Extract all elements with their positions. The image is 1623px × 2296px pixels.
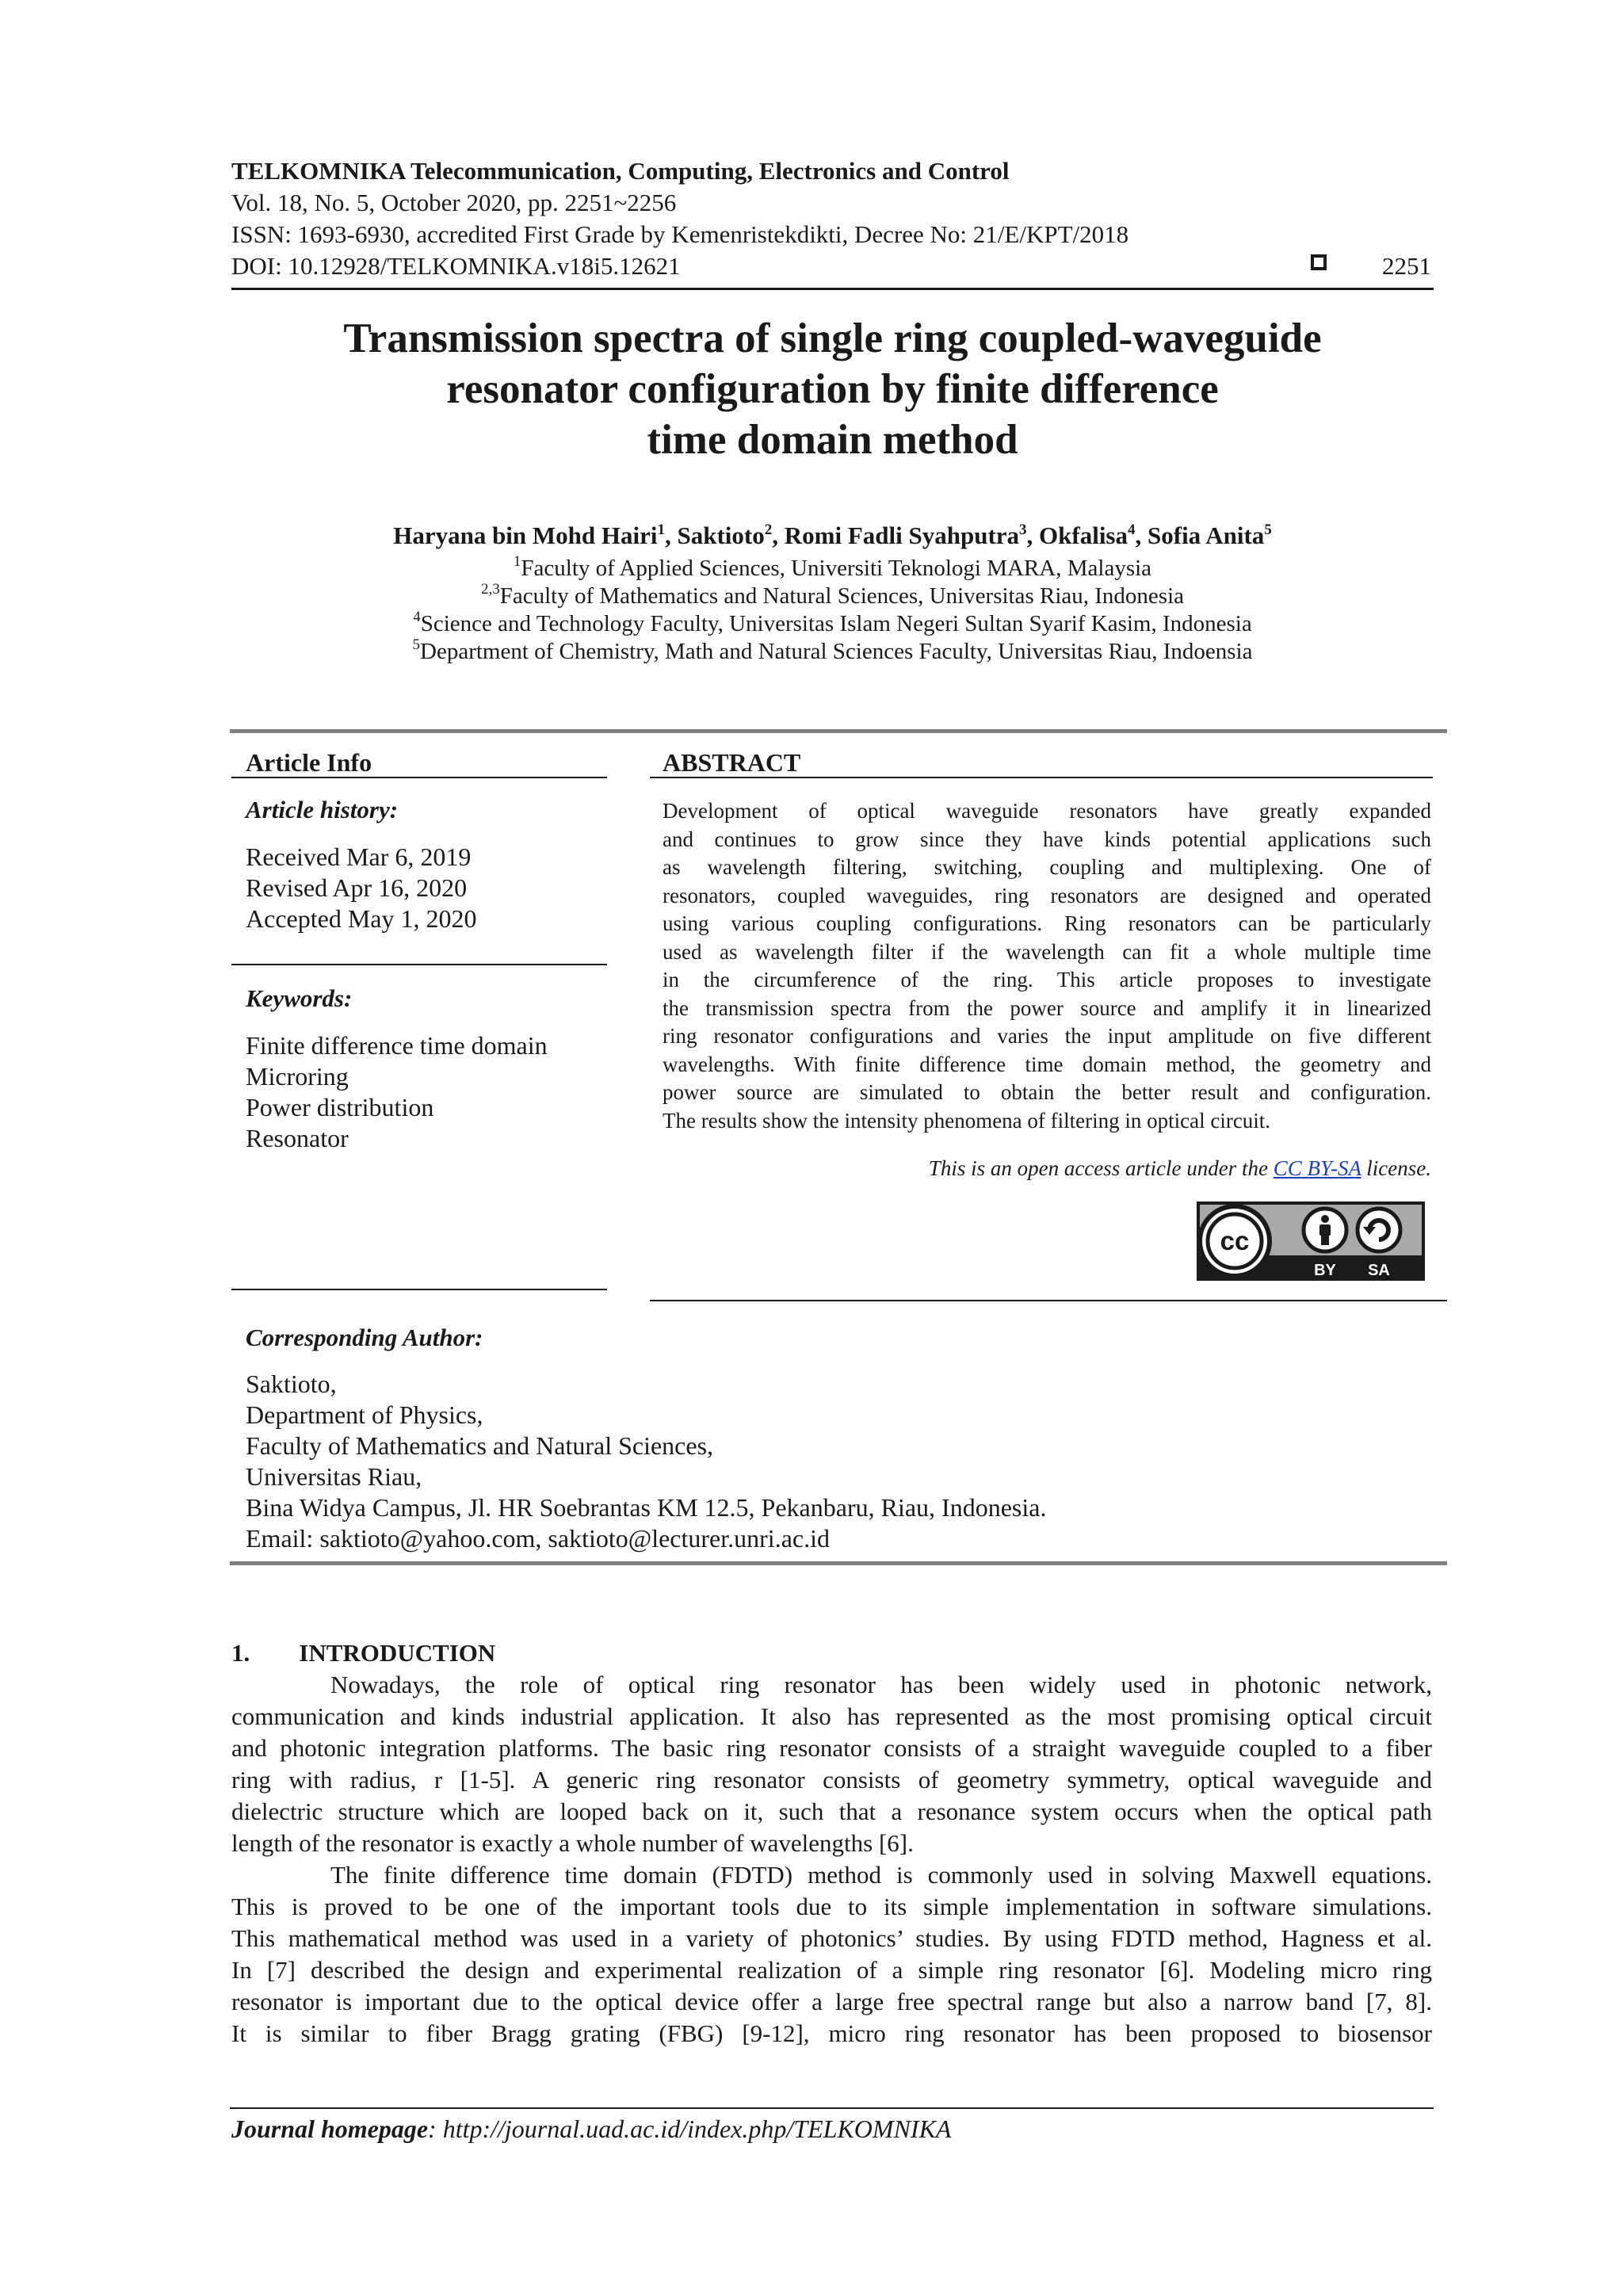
paragraph-line: It is similar to fiber Bragg grating (FBG) [9-12], micro ring resonator has been proposed to biosensor: [231, 2019, 1432, 2047]
paragraph-line: communication and kinds industrial application. It also has represented as the most promising optical circuit: [231, 1702, 1432, 1730]
journal-volume: Vol. 18, No. 5, October 2020, pp. 2251~2256: [231, 189, 677, 216]
journal-doi: DOI: 10.12928/TELKOMNIKA.v18i5.12621: [231, 252, 681, 280]
article-history-heading: Article history:: [246, 796, 399, 823]
paragraph-line: The finite difference time domain (FDTD) method is commonly used in solving Maxwell equations.: [330, 1861, 1432, 1889]
paragraph-line: In [7] described the design and experimental realization of a simple ring resonator [6]. Modeling micro ring: [231, 1956, 1432, 1984]
paragraph-line: and photonic integration platforms. The basic ring resonator consists of a straight waveguide coupled to a fiber: [231, 1734, 1432, 1762]
abstract-line: used as wavelength filter if the wavelength can fit a whole multiple time: [663, 939, 1431, 964]
abstract-line: and continues to grow since they have kinds potential applications such: [663, 827, 1431, 851]
affiliation-sup: 4: [413, 609, 421, 625]
affiliation-text: Department of Chemistry, Math and Natural Sciences Faculty, Universitas Riau, Indoensia: [420, 639, 1253, 664]
affiliation-text: Faculty of Applied Sciences, Universiti Teknologi MARA, Malaysia: [521, 556, 1152, 581]
history-revised: Revised Apr 16, 2020: [246, 873, 468, 902]
cc-by-sa-badge[interactable]: [1197, 1201, 1425, 1281]
paper-title: [231, 313, 1434, 465]
badge-by-label: BY: [1314, 1262, 1336, 1279]
footer-divider: [230, 2107, 1434, 2109]
paragraph-line: dielectric structure which are looped back on it, such that a resonance system occurs when the optical path: [231, 1797, 1432, 1825]
license-prefix: This is an open access article under the: [928, 1156, 1274, 1180]
license-suffix: license.: [1361, 1156, 1431, 1180]
journal-name: TELKOMNIKA Telecommunication, Computing, Electronics and Control: [231, 157, 1010, 185]
author-sup: 3: [1019, 521, 1027, 538]
paragraph-line: ring with radius, r [1-5]. A generic ring resonator consists of geometry symmetry, optical waveguide and: [231, 1766, 1432, 1794]
history-received: Received Mar 6, 2019: [246, 842, 472, 871]
homepage-label: Journal homepage: [231, 2115, 429, 2143]
paragraph-line: This is proved to be one of the important tools due to its simple implementation in software simulations.: [231, 1893, 1432, 1920]
author-sup: 2: [764, 521, 773, 538]
abstract-bottom-rule: [650, 1300, 1447, 1301]
corresponding-heading: Corresponding Author:: [246, 1324, 483, 1351]
author-sup: 5: [1264, 521, 1272, 538]
affiliation: [231, 583, 1434, 610]
title-line: Transmission spectra of single ring coupled-waveguide: [343, 315, 1322, 361]
author-sup: 1: [657, 521, 665, 538]
cc-letters: cc: [1220, 1226, 1250, 1255]
author-name: Okfalisa: [1039, 521, 1128, 549]
affiliation: [231, 638, 1434, 666]
keyword-item: Resonator: [246, 1124, 349, 1152]
abstract-line: The results show the intensity phenomena of filtering in optical circuit.: [663, 1108, 1271, 1133]
article-info-heading: Article Info: [246, 748, 372, 777]
author-list: Haryana bin Mohd Hairi$^1$, Saktioto$^2$, Romi Fadli Syahputra$^3$, Okfalisa$^4$, Sofia Anita$^5$: [393, 521, 1272, 549]
author-name: Romi Fadli Syahputra: [784, 521, 1020, 549]
paragraph-line: length of the resonator is exactly a whole number of wavelengths [6].: [231, 1829, 914, 1857]
corresponding-line: Saktioto,: [246, 1370, 337, 1398]
header-divider: [231, 288, 1434, 290]
page-number: 2251: [1382, 252, 1431, 280]
introduction-paragraph: [231, 1669, 1432, 2050]
affiliation-sup: 1: [513, 553, 521, 570]
affiliation-text: Science and Technology Faculty, Universitas Islam Negeri Sultan Syarif Kasim, Indonesia: [420, 611, 1252, 636]
affiliation-text: Faculty of Mathematics and Natural Sciences, Universitas Riau, Indonesia: [499, 583, 1185, 609]
keyword-item: Power distribution: [246, 1093, 434, 1121]
abstract-line: the transmission spectra from the power source and amplify it in linearized: [663, 995, 1431, 1020]
checkbox-square-icon: [1311, 254, 1327, 270]
affiliation-sup: 2,3: [480, 581, 500, 598]
abstract-line: power source are simulated to obtain the better result and configuration.: [663, 1080, 1431, 1104]
keyword-item: Microring: [246, 1062, 349, 1091]
affiliation-sup: 5: [412, 636, 421, 653]
author-sup: 4: [1128, 521, 1136, 538]
journal-issn: ISSN: 1693-6930, accredited First Grade by Kemenristekdikti, Decree No: 21/E/KPT/2018: [231, 220, 1129, 248]
keywords-rule: [231, 1289, 607, 1290]
open-access-note: [663, 1154, 1431, 1182]
homepage-url[interactable]: : http://journal.uad.ac.id/index.php/TELKOMNIKA: [428, 2115, 952, 2143]
abstract-heading: ABSTRACT: [663, 748, 801, 777]
keywords-heading: Keywords:: [246, 984, 353, 1012]
abstract-line: Development of optical waveguide resonators have greatly expanded: [663, 799, 1431, 823]
paragraph-line: This mathematical method was used in a variety of photonics’ studies. By using FDTD method, Hagness et al.: [231, 1924, 1432, 1952]
history-rule: [231, 964, 607, 965]
info-box-bottom-rule: [230, 1561, 1447, 1565]
attribution-person-icon: [1304, 1209, 1346, 1251]
article-info-rule: [231, 777, 607, 778]
title-line: resonator configuration by finite difference: [446, 366, 1219, 412]
badge-sa-label: SA: [1368, 1262, 1390, 1279]
paragraph-line: resonator is important due to the optical device offer a large free spectral range but also a narrow band [7, 8].: [231, 1988, 1432, 2015]
corresponding-email: Email: saktioto@yahoo.com, saktioto@lecturer.unri.ac.id: [246, 1524, 830, 1553]
share-alike-icon: [1358, 1209, 1400, 1251]
introduction-heading: 1. INTRODUCTION: [231, 1639, 496, 1667]
paragraph-line: Nowadays, the role of optical ring resonator has been widely used in photonic network,: [330, 1671, 1432, 1698]
title-line: time domain method: [647, 417, 1018, 463]
corresponding-line: Department of Physics,: [246, 1400, 483, 1429]
abstract-line: in the circumference of the ring. This article proposes to investigate: [663, 968, 1431, 991]
keyword-item: Finite difference time domain: [246, 1031, 548, 1060]
journal-homepage: [231, 2113, 951, 2145]
author-name: Haryana bin Mohd Hairi: [393, 521, 658, 549]
corresponding-line: Bina Widya Campus, Jl. HR Soebrantas KM 12.5, Pekanbaru, Riau, Indonesia.: [246, 1493, 1047, 1522]
cc-by-sa-link[interactable]: CC BY-SA: [1273, 1156, 1361, 1180]
corresponding-line: Universitas Riau,: [246, 1462, 422, 1491]
cc-logo-icon: [1200, 1206, 1270, 1276]
abstract-line: ring resonator configurations and varies the input amplitude on five different: [663, 1024, 1431, 1048]
abstract-line: using various coupling configurations. Ring resonators can be particularly: [663, 911, 1431, 935]
info-box-top-rule: [230, 729, 1447, 733]
author-name: Saktioto: [677, 521, 765, 549]
history-accepted: Accepted May 1, 2020: [246, 904, 477, 933]
author-name: Sofia Anita: [1148, 521, 1265, 549]
abstract-line: wavelengths. With finite difference time domain method, the geometry and: [663, 1052, 1431, 1076]
corresponding-line: Faculty of Mathematics and Natural Sciences,: [246, 1431, 714, 1460]
affiliation: [231, 555, 1434, 583]
abstract-rule: [650, 777, 1433, 778]
abstract-line: resonators, coupled waveguides, ring resonators are designed and operated: [663, 883, 1431, 907]
abstract-body: [663, 797, 1431, 1135]
affiliation: [231, 610, 1434, 638]
abstract-line: as wavelength filtering, switching, coupling and multiplexing. One of: [663, 855, 1431, 879]
